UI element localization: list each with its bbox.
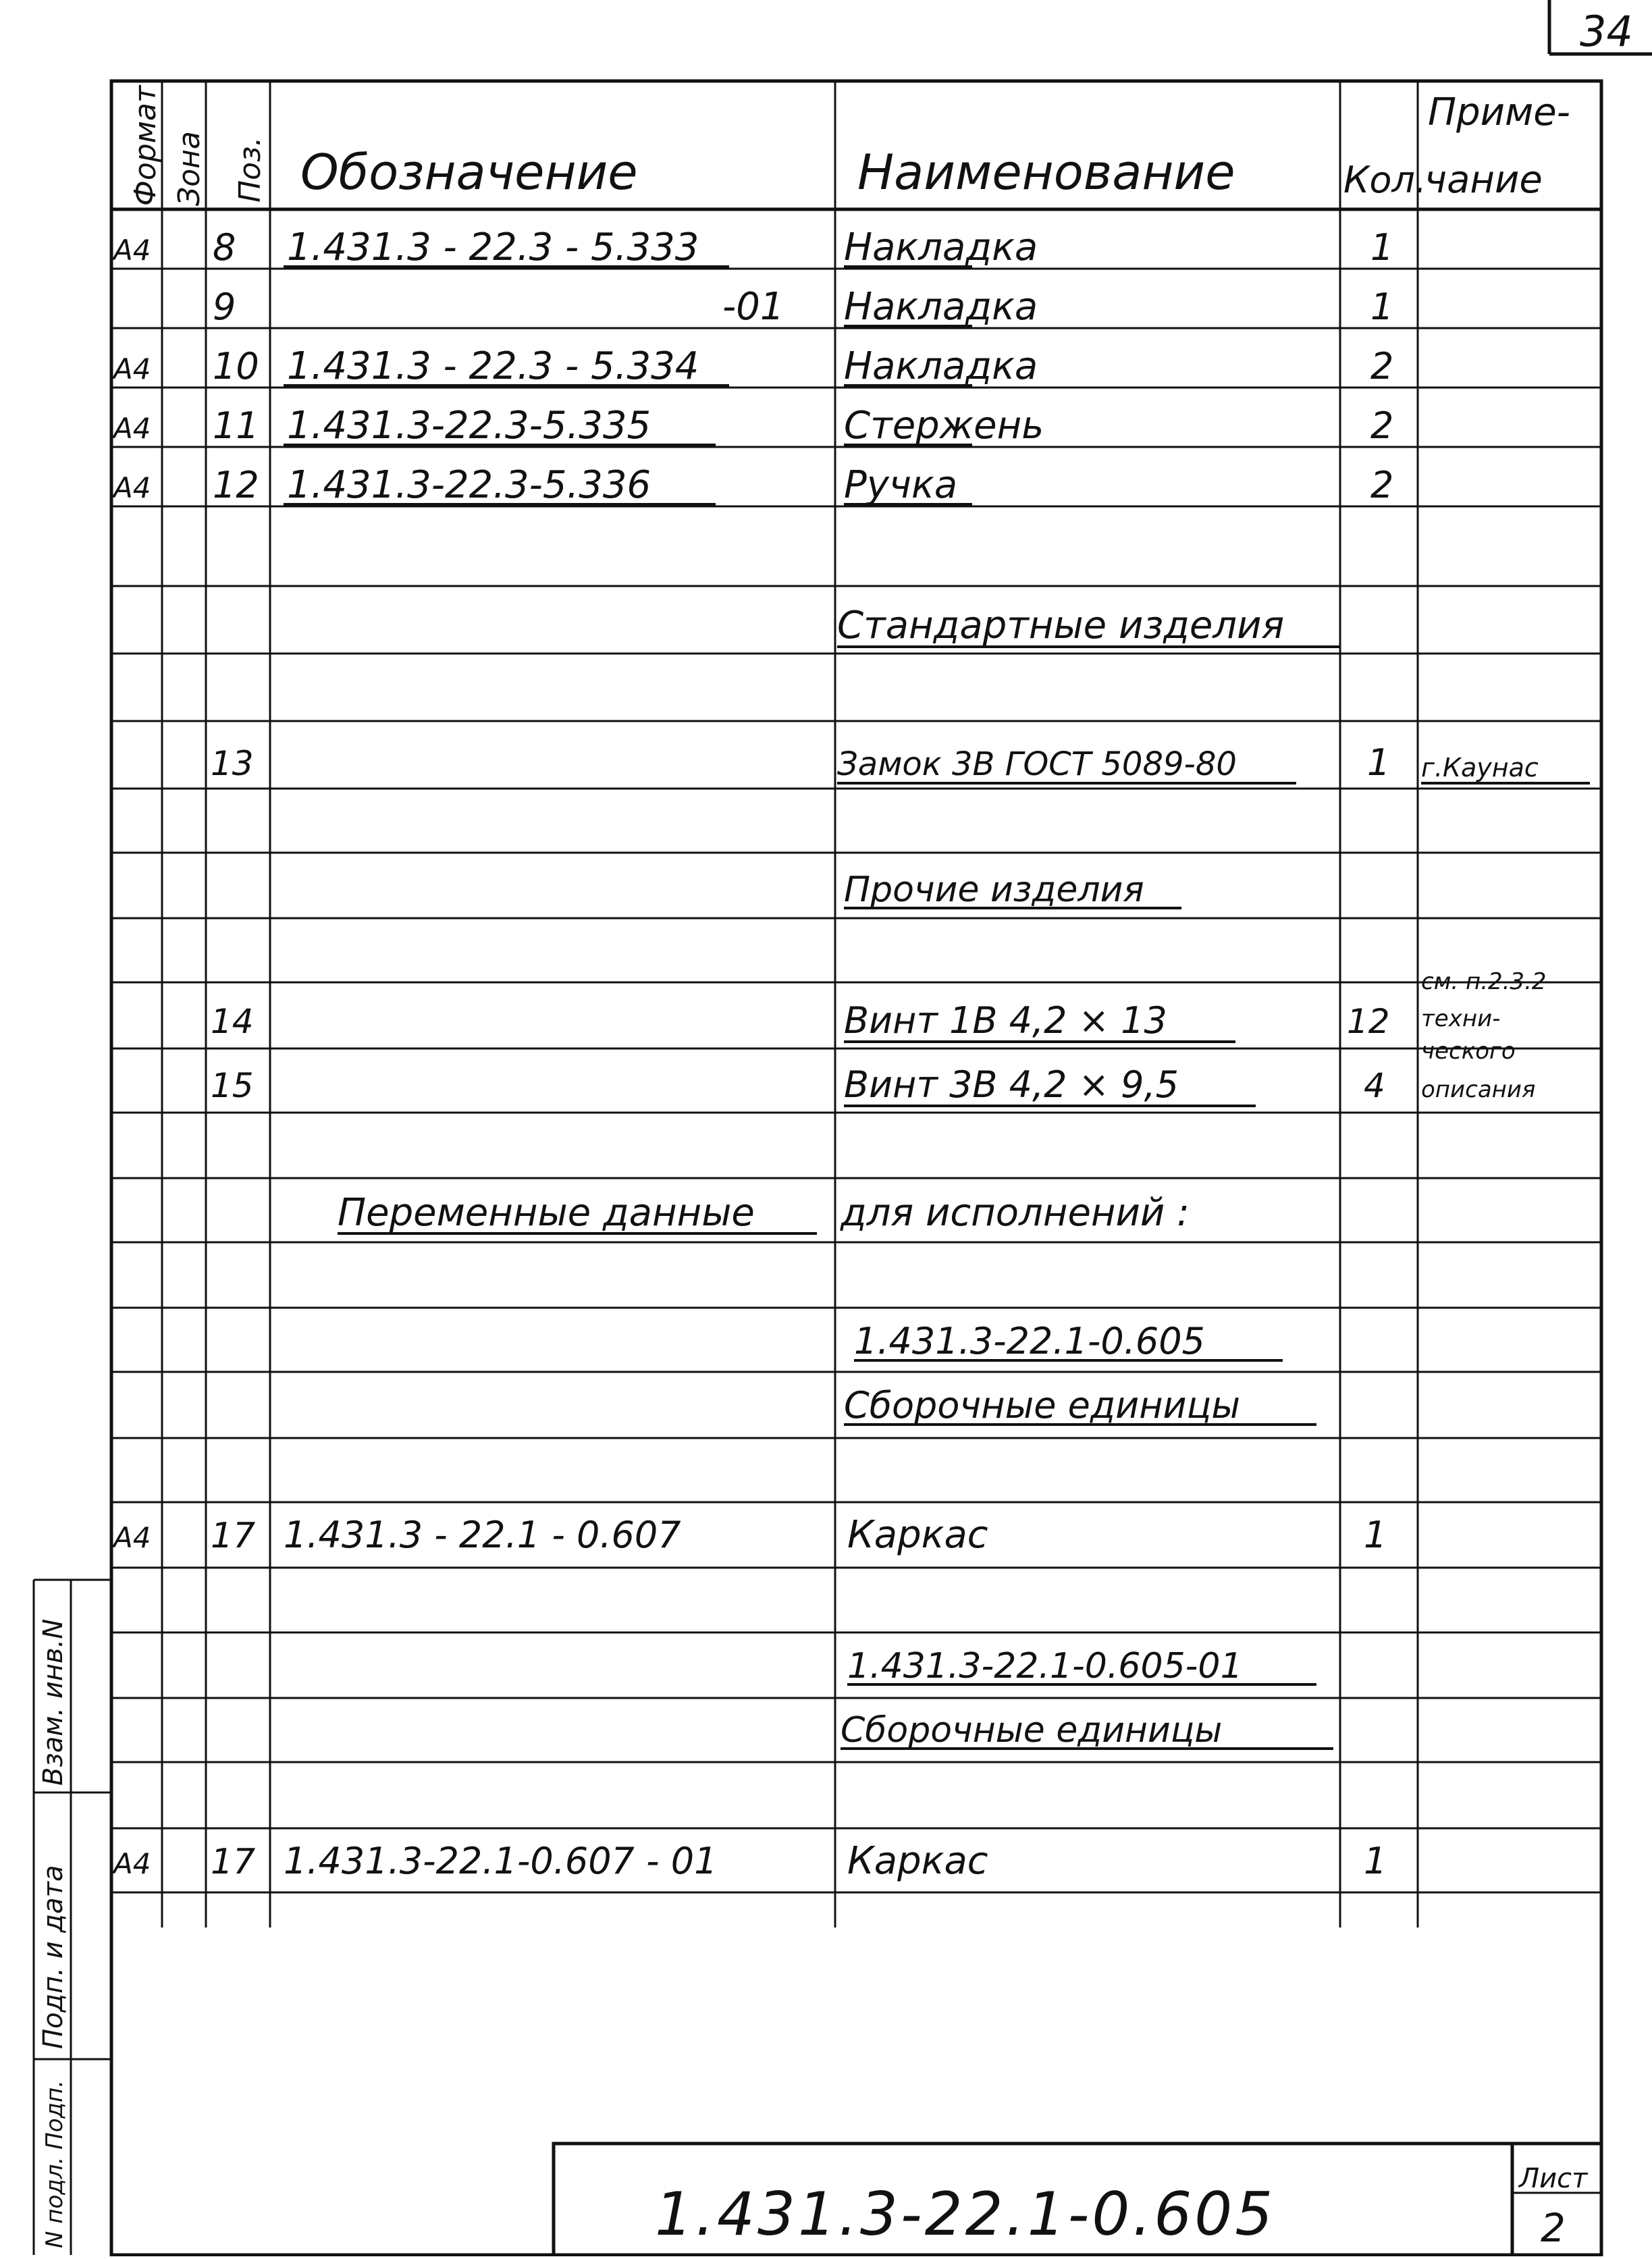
row-pos: 15	[211, 1066, 254, 1105]
row-format: А4	[113, 1521, 151, 1554]
header-note-line1: Приме-	[1428, 90, 1570, 134]
row-name: Каркас	[847, 1513, 988, 1557]
row-name: Накладка	[844, 285, 1038, 329]
row-qty: 1	[1364, 1840, 1387, 1882]
row-qty: 1	[1370, 226, 1394, 269]
row-format: А4	[113, 234, 151, 267]
row-name: Замок 3В ГОСТ 5089-80	[837, 745, 1237, 783]
row-qty: 2	[1370, 345, 1394, 388]
row-designation: 1.431.3 - 22.3 - 5.334	[287, 344, 699, 388]
sheet-value: 2	[1541, 2205, 1566, 2251]
row-format: А4	[113, 471, 151, 504]
row-name: Винт 1В 4,2 × 13	[844, 999, 1167, 1042]
section-heading	[837, 604, 1284, 647]
row-format: А4	[113, 352, 151, 386]
row-name: Винт 3В 4,2 × 9,5	[844, 1063, 1179, 1106]
page-number: 34	[1580, 7, 1633, 56]
row-designation: 1.431.3-22.3-5.336	[287, 463, 651, 507]
header-name: Наименование	[857, 144, 1235, 201]
variant-designation: 1.431.3-22.1-0.605	[854, 1320, 1205, 1362]
row-pos: 8	[213, 226, 236, 269]
row-pos: 12	[213, 464, 259, 506]
header-zone: Зона	[172, 131, 207, 206]
section-title: Прочие изделия	[844, 870, 1144, 910]
row-qty: 2	[1370, 404, 1394, 447]
row-qty: 1	[1367, 741, 1391, 784]
row-pos: 17	[211, 1842, 256, 1882]
screw-note-line: описания	[1421, 1076, 1536, 1103]
table-row	[111, 404, 1393, 448]
row-designation: -01	[722, 285, 784, 329]
table-row	[211, 1063, 1385, 1106]
row-name: Ручка	[844, 463, 958, 507]
row-pos: 11	[213, 404, 259, 447]
screw-note-line: ческого	[1421, 1038, 1516, 1065]
variant-designation: 1.431.3-22.1-0.605-01	[847, 1646, 1243, 1686]
screw-note-line: техни-	[1421, 1005, 1501, 1032]
row-qty: 1	[1370, 286, 1394, 328]
table-row	[111, 344, 1393, 388]
header-note-line2: чание	[1424, 158, 1543, 202]
section-title: Стандартные изделия	[837, 604, 1285, 647]
table-row	[111, 463, 1393, 507]
table-row	[111, 1513, 1387, 1557]
row-designation: 1.431.3-22.1-0.607 - 01	[284, 1840, 718, 1882]
row-name: Каркас	[847, 1839, 988, 1883]
header-pos: Поз.	[233, 136, 267, 203]
section-heading	[844, 870, 1144, 910]
row-note: г.Каунас	[1421, 753, 1539, 782]
row-designation: 1.431.3 - 22.3 - 5.333	[287, 225, 699, 269]
variant-section: Сборочные единицы	[844, 1384, 1241, 1427]
row-pos: 9	[213, 286, 236, 328]
side-stamp	[34, 1580, 111, 2255]
row-qty: 12	[1347, 1002, 1390, 1041]
header-format: Формат	[128, 85, 163, 206]
row-pos: 17	[211, 1516, 256, 1556]
header-designation: Обозначение	[300, 144, 638, 201]
row-qty: 1	[1364, 1514, 1387, 1556]
variable-data-right: для исполнений :	[841, 1191, 1190, 1235]
side-label: Взам. инв.N	[38, 1618, 69, 1786]
row-name: Стержень	[844, 404, 1044, 448]
page-number-box	[1549, 0, 1652, 56]
title-block	[554, 2144, 1601, 2255]
row-pos: 13	[211, 744, 254, 783]
sheet-label: Лист	[1519, 2163, 1588, 2194]
screw-note-line: см. п.2.3.2	[1421, 968, 1547, 995]
variable-data-left: Переменные данные	[338, 1191, 755, 1235]
variant-section: Сборочные единицы	[841, 1710, 1223, 1751]
row-format: А4	[113, 412, 151, 445]
variable-data-heading	[338, 1191, 1190, 1235]
row-qty: 2	[1370, 464, 1394, 506]
row-designation: 1.431.3 - 22.1 - 0.607	[284, 1514, 681, 1556]
side-label: Подп. и дата	[38, 1865, 69, 2049]
row-designation: 1.431.3-22.3-5.335	[287, 404, 651, 448]
row-pos: 10	[213, 345, 259, 388]
row-name: Накладка	[844, 225, 1038, 269]
table-header	[128, 84, 1570, 206]
table-row	[111, 225, 1393, 269]
variant-heading	[844, 1320, 1240, 1427]
row-qty: 4	[1364, 1066, 1385, 1105]
table-row	[213, 285, 1393, 329]
screw-note	[1421, 968, 1547, 1103]
table-row	[111, 1839, 1387, 1883]
side-label: N подл. Подп.	[41, 2079, 68, 2248]
row-name: Накладка	[844, 344, 1038, 388]
header-qty: Кол.	[1343, 159, 1427, 201]
row-format: А4	[113, 1847, 151, 1880]
row-pos: 14	[211, 1002, 254, 1041]
table-row	[211, 999, 1390, 1042]
title-designation: 1.431.3-22.1-0.605	[655, 2179, 1276, 2249]
